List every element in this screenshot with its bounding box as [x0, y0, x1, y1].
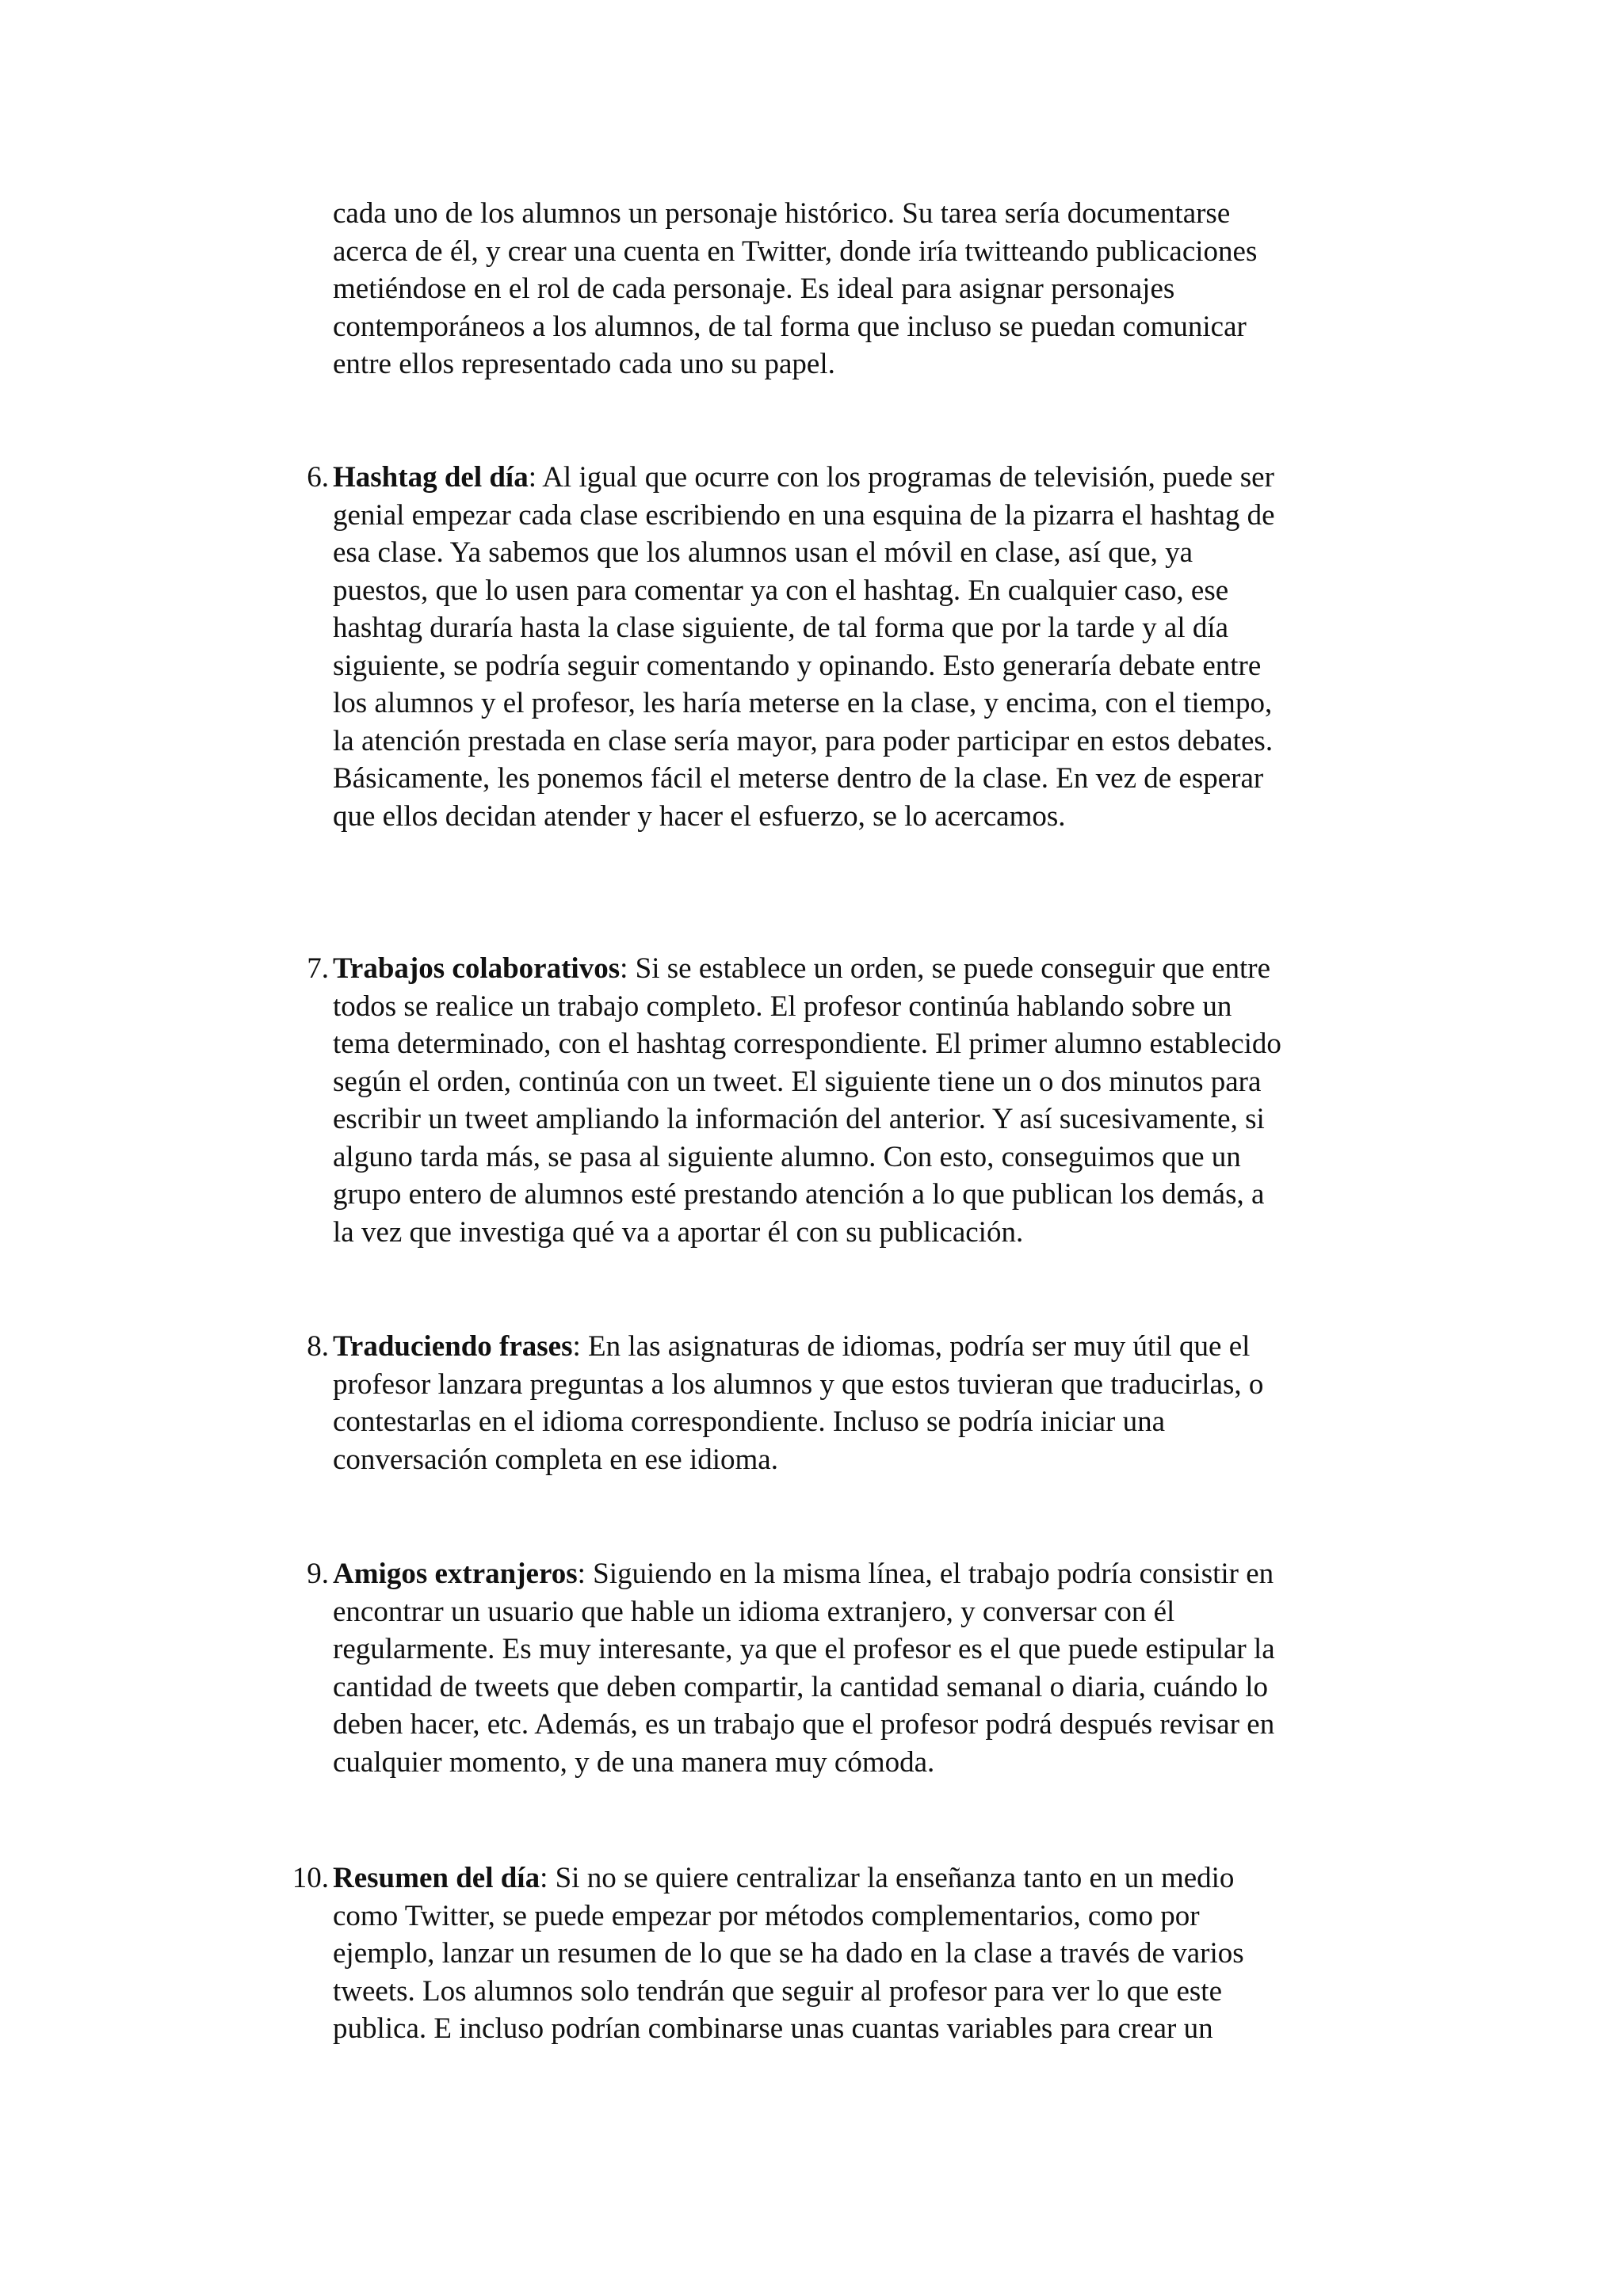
text-line: esa clase. Ya sabemos que los alumnos usan el móvil en clase, así que, ya — [333, 536, 1193, 569]
item-term: Amigos extranjeros — [333, 1558, 578, 1590]
item-first-line-rest: : Siguiendo en la misma línea, el trabajo podría consistir en — [577, 1558, 1274, 1590]
text-line: la vez que investiga qué va a aportar él con su publicación. — [333, 1215, 1024, 1249]
text-line: los alumnos y el profesor, les haría meterse en la clase, y encima, con el tiempo, — [333, 687, 1273, 719]
text-line — [333, 1555, 1450, 1593]
text-line — [333, 1859, 1450, 1897]
text-line: encontrar un usuario que hable un idioma extranjero, y conversar con él — [333, 1595, 1175, 1628]
text-line: conversación completa en ese idioma. — [333, 1443, 778, 1476]
text-line: publica. E incluso podrían combinarse unas cuantas variables para crear un — [333, 2012, 1213, 2045]
item-body — [333, 1859, 1450, 2048]
item-first-line-rest: : Si se establece un orden, se puede conseguir que entre — [620, 952, 1271, 985]
text-line: grupo entero de alumnos esté prestando atención a lo que publican los demás, a — [333, 1178, 1265, 1211]
text-line: regularmente. Es muy interesante, ya que el profesor es el que puede estipular la — [333, 1633, 1275, 1665]
text-line: cualquier momento, y de una manera muy cómoda. — [333, 1745, 935, 1779]
text-line — [333, 1328, 1450, 1366]
item-body — [333, 1328, 1450, 1478]
text-line: que ellos decidan atender y hacer el esfuerzo, se lo acercamos. — [333, 799, 1066, 833]
text-line: todos se realice un trabajo completo. El profesor continúa hablando sobre un — [333, 990, 1232, 1023]
text-line: genial empezar cada clase escribiendo en una esquina de la pizarra el hashtag de — [333, 498, 1275, 532]
text-line: tweets. Los alumnos solo tendrán que seguir al profesor para ver lo que este — [333, 1974, 1222, 2008]
text-line: deben hacer, etc. Además, es un trabajo que el profesor podrá después revisar en — [333, 1708, 1275, 1741]
text-line: profesor lanzara preguntas a los alumnos y que estos tuvieran que traducirlas, o — [333, 1367, 1264, 1401]
item-term: Resumen del día — [333, 1862, 540, 1894]
text-line: tema determinado, con el hashtag correspondiente. El primer alumno establecido — [333, 1028, 1281, 1060]
text-line: entre ellos representado cada uno su papel. — [333, 348, 835, 380]
item-first-line-rest: : Si no se quiere centralizar la enseñanza tanto en un medio — [540, 1862, 1235, 1894]
list-number: 6. — [307, 461, 329, 494]
text-line — [333, 459, 1450, 497]
item-body — [333, 1555, 1450, 1781]
text-line: alguno tarda más, se pasa al siguiente alumno. Con esto, conseguimos que un — [333, 1140, 1241, 1173]
item-term: Traduciendo frases — [333, 1330, 573, 1363]
text-line — [333, 950, 1450, 988]
text-line: puestos, que lo usen para comentar ya con el hashtag. En cualquier caso, ese — [333, 574, 1229, 607]
text-line: escribir un tweet ampliando la información del anterior. Y así sucesivamente, si — [333, 1103, 1265, 1135]
item-first-line-rest: : En las asignaturas de idiomas, podría ser muy útil que el — [572, 1330, 1251, 1363]
text-line: contestarlas en el idioma correspondiente. Incluso se podría iniciar una — [333, 1405, 1166, 1438]
item-body — [333, 459, 1450, 835]
list-number: 10. — [292, 1862, 329, 1894]
text-line: Básicamente, les ponemos fácil el meterse dentro de la clase. En vez de esperar — [333, 762, 1264, 795]
text-line: contemporáneos a los alumnos, de tal forma que incluso se puedan comunicar — [333, 310, 1247, 343]
text-line: cada uno de los alumnos un personaje histórico. Su tarea sería documentarse — [333, 197, 1231, 230]
text-line: siguiente, se podría seguir comentando y opinando. Esto generaría debate entre — [333, 649, 1262, 682]
item-first-line-rest: : Al igual que ocurre con los programas de televisión, puede ser — [528, 461, 1274, 494]
text-line: hashtag duraría hasta la clase siguiente, de tal forma que por la tarde y al día — [333, 612, 1229, 644]
list-number: 9. — [307, 1558, 329, 1590]
text-line: acerca de él, y crear una cuenta en Twitter, donde iría twitteando publicaciones — [333, 235, 1258, 268]
text-line: la atención prestada en clase sería mayor, para poder participar en estos debates. — [333, 724, 1274, 757]
list-number: 8. — [307, 1330, 329, 1363]
text-line: según el orden, continúa con un tweet. El siguiente tiene un o dos minutos para — [333, 1065, 1262, 1098]
text-line: cantidad de tweets que deben compartir, la cantidad semanal o diaria, cuándo lo — [333, 1670, 1268, 1703]
list-number: 7. — [307, 952, 329, 985]
text-line: metiéndose en el rol de cada personaje. Es ideal para asignar personajes — [333, 273, 1175, 305]
text-line: como Twitter, se puede empezar por métodos complementarios, como por — [333, 1899, 1200, 1932]
item-term: Hashtag del día — [333, 461, 529, 494]
item-term: Trabajos colaborativos — [333, 952, 621, 985]
item-body — [333, 950, 1450, 1251]
text-line: ejemplo, lanzar un resumen de lo que se ha dado en la clase a través de varios — [333, 1937, 1244, 1970]
item-body — [333, 195, 1450, 383]
